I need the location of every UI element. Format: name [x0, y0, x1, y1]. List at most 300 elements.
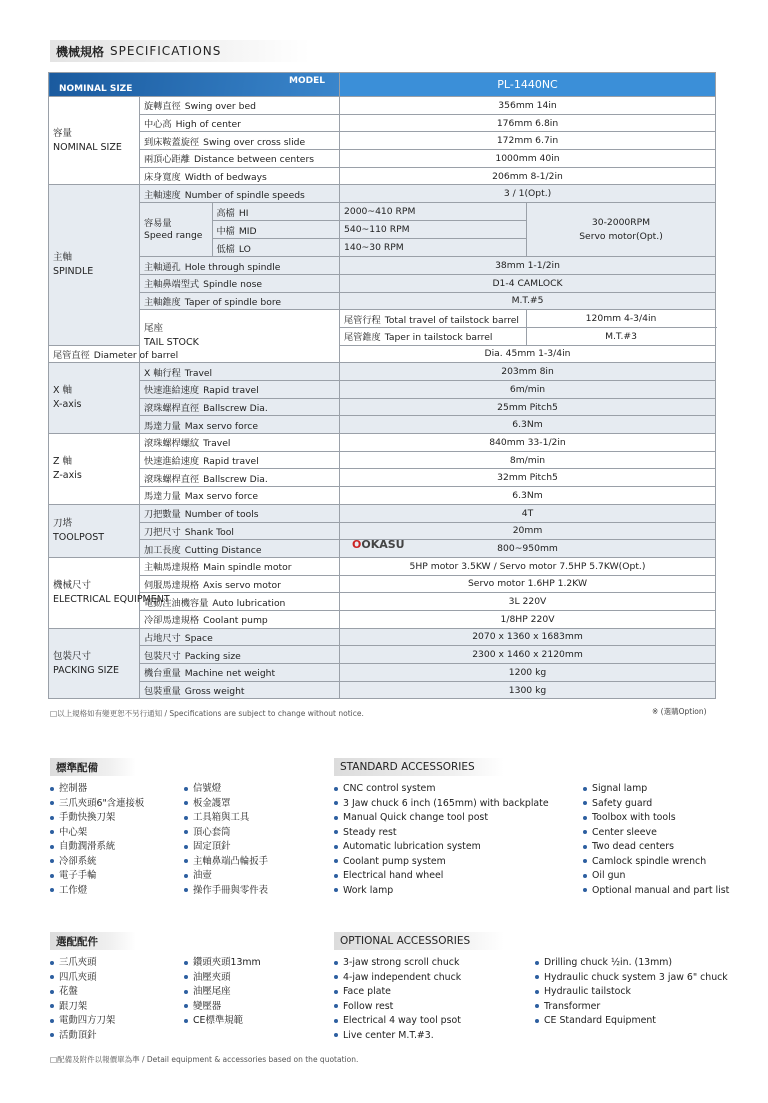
list-item	[50, 985, 115, 1000]
standard-title-en: STANDARD ACCESSORIES	[334, 758, 504, 776]
speed-range-zh: 容易量	[144, 217, 172, 229]
bullet-icon	[50, 1033, 54, 1037]
spec-value: 1300 kg	[340, 681, 716, 699]
spec-value: 4T	[340, 504, 716, 522]
item-zh: 到床鞍蓋旋徑	[144, 136, 200, 148]
spec-value: 206mm 8-1/2in	[340, 167, 716, 185]
list-item	[50, 826, 144, 841]
list-item-text: Electrical hand wheel	[343, 870, 444, 881]
list-item	[583, 840, 729, 855]
category-zh: 包裝尺寸	[53, 650, 92, 662]
spec-item	[140, 97, 340, 115]
list-item	[184, 869, 268, 884]
spec-item	[140, 522, 340, 540]
spec-value: 1000mm 40in	[340, 150, 716, 168]
spec-value: D1-4 CAMLOCK	[340, 274, 716, 292]
speed-range-en: Speed range	[144, 229, 203, 241]
bullet-icon	[583, 787, 587, 791]
list-item-text: Follow rest	[343, 1000, 394, 1012]
item-zh: 尾管行程	[344, 314, 381, 326]
speed-hi-zh: 高檔	[216, 207, 235, 219]
list-item	[50, 884, 144, 899]
bullet-icon	[535, 1004, 539, 1008]
spec-item	[140, 575, 340, 593]
spec-value: 203mm 8in	[340, 363, 716, 381]
list-item-text: 變壓器	[193, 1000, 222, 1012]
page-title-zh: 機械規格	[56, 44, 105, 59]
list-item-text: Steady rest	[343, 826, 397, 838]
bullet-icon	[334, 990, 338, 994]
item-zh: 馬達力量	[144, 420, 181, 432]
list-item	[50, 1014, 115, 1029]
servo-option-cell	[527, 203, 716, 257]
standard-title-zh: 標準配備	[50, 758, 136, 776]
item-en: Space	[184, 632, 213, 644]
spec-value: M.T.#3	[527, 327, 716, 345]
page-title-en: SPECIFICATIONS	[110, 44, 222, 58]
list-item	[50, 1000, 115, 1015]
category-zh: 刀塔	[53, 517, 73, 529]
spec-value: 356mm 14in	[340, 97, 716, 115]
list-item	[184, 985, 261, 1000]
spec-value: 6.3Nm	[340, 487, 716, 505]
item-zh: 冷卻馬達規格	[144, 615, 200, 627]
list-item	[334, 840, 549, 855]
category-xaxis	[49, 363, 140, 434]
list-item	[334, 855, 549, 870]
bullet-icon	[184, 845, 188, 849]
spec-value: 38mm 1-1/2in	[340, 257, 716, 275]
item-en: Travel	[203, 438, 231, 450]
bullet-icon	[334, 845, 338, 849]
standard-zh-col1	[50, 782, 144, 898]
list-item-text: 油壺	[193, 870, 212, 881]
spec-value: Servo motor 1.6HP 1.2KW	[340, 575, 716, 593]
bullet-icon	[583, 801, 587, 805]
spec-item	[140, 398, 340, 416]
bullet-icon	[50, 874, 54, 878]
list-item-text: 油壓夾頭	[193, 971, 231, 983]
category-electrical	[49, 557, 170, 628]
item-en: Rapid travel	[203, 385, 259, 397]
bullet-icon	[334, 888, 338, 892]
item-en: Distance between centers	[193, 154, 315, 166]
spec-value: 6m/min	[340, 381, 716, 399]
spec-value: 2300 x 1460 x 2120mm	[340, 646, 716, 664]
list-item	[583, 884, 729, 899]
item-en: Width of bedways	[184, 172, 267, 184]
list-item-text: 電子手輪	[59, 870, 97, 881]
list-item	[334, 1000, 461, 1015]
list-item-text: 鑽頭夾頭13mm	[193, 957, 261, 968]
speed-hi-value: 2000~410 RPM	[340, 203, 526, 221]
item-en: Shank Tool	[184, 526, 234, 538]
bullet-icon	[184, 1004, 188, 1008]
category-zh: X 軸	[53, 385, 73, 397]
item-en: Gross weight	[184, 686, 245, 698]
list-item	[535, 1014, 728, 1029]
bullet-icon	[334, 1019, 338, 1023]
list-item-text: 信號燈	[193, 783, 222, 794]
list-item	[50, 956, 115, 971]
bullet-icon	[50, 975, 54, 979]
bullet-icon	[334, 787, 338, 791]
page-title	[50, 40, 310, 62]
spec-item	[140, 167, 340, 185]
list-item-text: CE標準規範	[193, 1015, 243, 1026]
speed-range-cell	[140, 203, 340, 257]
optional-title-en: OPTIONAL ACCESSORIES	[334, 932, 504, 950]
list-item-text: 自動潤滑系統	[59, 841, 116, 852]
list-item	[334, 826, 549, 841]
list-item-text: Electrical 4 way tool psot	[343, 1015, 461, 1026]
item-zh: 刀把數量	[144, 509, 181, 521]
item-zh: 床身寬度	[144, 172, 181, 184]
spec-value: 8m/min	[340, 451, 716, 469]
watermark-prefix: O	[352, 538, 362, 551]
category-en: PACKING SIZE	[53, 664, 119, 676]
list-item-text: 電動四方刀架	[59, 1015, 116, 1026]
list-item	[334, 1014, 461, 1029]
bullet-icon	[50, 1004, 54, 1008]
item-en: Axis servo motor	[203, 579, 281, 591]
list-item	[50, 782, 144, 797]
spec-change-note: □以上規格如有變更恕不另行通知 / Specifications are subject to change without notice.	[50, 709, 364, 718]
spec-value: 25mm Pitch5	[340, 398, 716, 416]
spec-value: 6.3Nm	[340, 416, 716, 434]
speed-lo-en: LO	[238, 243, 251, 255]
standard-zh-col2	[184, 782, 268, 898]
servo-opt: Servo motor(Opt.)	[579, 230, 663, 242]
spec-item	[140, 451, 340, 469]
spec-item	[140, 628, 340, 646]
list-item	[50, 869, 144, 884]
spec-value: 5HP motor 3.5KW / Servo motor 7.5HP 5.7KW(Opt.)	[340, 557, 716, 575]
category-toolpost	[49, 504, 140, 557]
list-item	[184, 826, 268, 841]
item-en: Swing over bed	[184, 101, 256, 113]
category-packing	[49, 628, 140, 699]
list-item-text: Drilling chuck ½in. (13mm)	[544, 957, 673, 968]
item-zh: 快速進給速度	[144, 385, 200, 397]
spec-item	[140, 557, 340, 575]
list-item-text: 主軸鼻端凸輪扳手	[193, 855, 269, 867]
bullet-icon	[334, 961, 338, 965]
list-item-text: 跟刀架	[59, 1000, 88, 1012]
list-item	[334, 884, 549, 899]
list-item-text: CE Standard Equipment	[544, 1015, 656, 1026]
bullet-icon	[334, 816, 338, 820]
list-item	[184, 956, 261, 971]
list-item-text: Transformer	[544, 1000, 601, 1012]
item-zh: 占地尺寸	[144, 632, 181, 644]
speed-lo-value: 140~30 RPM	[344, 242, 404, 254]
model-value: PL-1440NC	[340, 73, 716, 97]
item-en: Max servo force	[184, 420, 258, 432]
option-note: ※ (選購Option)	[652, 707, 707, 716]
list-item-text: 中心架	[59, 826, 88, 838]
speed-values-cell	[340, 203, 527, 257]
item-zh: 伺服馬達規格	[144, 579, 200, 591]
item-en: Auto lubrication	[212, 597, 286, 609]
list-item-text: 工作燈	[59, 884, 88, 896]
item-zh: 加工長度	[144, 544, 181, 556]
bullet-icon	[583, 874, 587, 878]
item-en: Packing size	[184, 650, 241, 662]
bullet-icon	[334, 859, 338, 863]
list-item	[184, 971, 261, 986]
bullet-icon	[535, 975, 539, 979]
spec-item	[140, 185, 340, 203]
optional-zh-col2	[184, 956, 261, 1029]
item-en: Taper of spindle bore	[184, 296, 282, 308]
bullet-icon	[50, 1019, 54, 1023]
list-item	[583, 782, 729, 797]
list-item	[50, 840, 144, 855]
bullet-icon	[583, 830, 587, 834]
servo-rpm: 30-2000RPM	[591, 216, 651, 228]
item-zh: 電動注油機容量	[144, 597, 209, 609]
spec-item	[140, 381, 340, 399]
item-en: Number of tools	[184, 509, 259, 521]
item-en: Ballscrew Dia.	[203, 473, 268, 485]
item-zh: 滾珠螺桿直徑	[144, 473, 200, 485]
bullet-icon	[184, 874, 188, 878]
list-item-text: 4-jaw independent chuck	[343, 971, 462, 983]
list-item-text: Automatic lubrication system	[343, 841, 481, 852]
list-item	[50, 811, 144, 826]
bullet-icon	[184, 961, 188, 965]
spec-item	[140, 469, 340, 487]
item-en: Machine net weight	[184, 668, 276, 680]
list-item	[184, 1014, 261, 1029]
speed-mid-en: MID	[238, 225, 257, 237]
bullet-icon	[184, 975, 188, 979]
list-item-text: Oil gun	[592, 870, 626, 881]
list-item	[334, 1029, 461, 1044]
list-item-text: Signal lamp	[592, 783, 648, 794]
category-en: X-axis	[53, 399, 82, 411]
list-item-text: 手動快換刀架	[59, 812, 116, 823]
speed-mid	[212, 221, 339, 239]
spec-value: M.T.#5	[340, 292, 716, 310]
list-item	[535, 971, 728, 986]
category-zh: 主軸	[53, 252, 73, 264]
list-item	[334, 797, 549, 812]
list-item	[535, 1000, 728, 1015]
list-item	[50, 971, 115, 986]
list-item-text: 三爪夾頭	[59, 957, 97, 968]
category-en: ELECTRICAL EQUIPMENT	[53, 593, 170, 605]
list-item	[50, 1029, 115, 1044]
quotation-note: □配備及附件以報價單為準 / Detail equipment & accessories based on the quotation.	[50, 1055, 359, 1064]
bullet-icon	[535, 961, 539, 965]
bullet-icon	[184, 816, 188, 820]
speed-lo-zh: 低檔	[216, 243, 235, 255]
list-item-text: Hydraulic tailstock	[544, 986, 631, 997]
spec-item	[140, 681, 340, 699]
list-item	[50, 855, 144, 870]
spec-item	[140, 593, 340, 611]
list-item-text: Safety guard	[592, 797, 653, 809]
standard-en-col1	[334, 782, 549, 898]
list-item	[184, 840, 268, 855]
list-item-text: Camlock spindle wrench	[592, 855, 707, 867]
bullet-icon	[184, 801, 188, 805]
bullet-icon	[50, 845, 54, 849]
list-item-text: Face plate	[343, 986, 391, 997]
optional-title-zh: 選配配件	[50, 932, 136, 950]
spec-item	[140, 487, 340, 505]
list-item-text: 頂心套筒	[193, 826, 231, 838]
list-item	[334, 811, 549, 826]
item-en: Diameter of barrel	[93, 349, 179, 361]
bullet-icon	[334, 830, 338, 834]
spec-item	[140, 434, 340, 452]
spec-value: 120mm 4-3/4in	[527, 310, 716, 328]
item-en: Ballscrew Dia.	[203, 403, 268, 415]
nominal-size-label: NOMINAL SIZE	[59, 84, 133, 94]
spec-item	[140, 504, 340, 522]
spec-value: 32mm Pitch5	[340, 469, 716, 487]
spec-item	[49, 345, 179, 363]
list-item	[184, 782, 268, 797]
spec-item	[140, 646, 340, 664]
category-zh: Z 軸	[53, 455, 73, 467]
speed-mid-zh: 中檔	[216, 225, 235, 237]
bullet-icon	[50, 801, 54, 805]
category-en: Z-axis	[53, 469, 82, 481]
bullet-icon	[50, 961, 54, 965]
item-zh: 主軸速度	[144, 189, 181, 201]
speed-hi-en: HI	[238, 207, 249, 219]
item-zh: 快速進給速度	[144, 456, 200, 468]
optional-zh-col1	[50, 956, 115, 1043]
item-en: Spindle nose	[203, 279, 263, 291]
standard-en-col2	[583, 782, 729, 898]
spec-item	[140, 274, 340, 292]
item-zh: 馬達力量	[144, 491, 181, 503]
spec-value: 2070 x 1360 x 1683mm	[340, 628, 716, 646]
bullet-icon	[50, 859, 54, 863]
spec-item	[140, 292, 340, 310]
bullet-icon	[334, 975, 338, 979]
spec-value: 3 / 1(Opt.)	[340, 185, 716, 203]
item-zh: 滾珠螺桿直徑	[144, 403, 200, 415]
item-zh: 包裝重量	[144, 686, 181, 698]
optional-en-col1	[334, 956, 461, 1043]
spec-item	[140, 610, 340, 628]
bullet-icon	[184, 830, 188, 834]
list-item	[535, 985, 728, 1000]
bullet-icon	[583, 845, 587, 849]
spec-item	[140, 150, 340, 168]
list-item-text: 冷卻系統	[59, 855, 97, 867]
list-item	[184, 855, 268, 870]
spec-table	[48, 72, 716, 699]
item-zh: 兩頂心距離	[144, 154, 190, 166]
spec-item	[340, 310, 527, 328]
list-item-text: 控制器	[59, 783, 88, 794]
list-item	[334, 985, 461, 1000]
list-item-text: CNC control system	[343, 783, 436, 794]
list-item-text: Toolbox with tools	[592, 812, 676, 823]
list-item-text: Two dead centers	[592, 841, 674, 852]
list-item-text: 花盤	[59, 986, 78, 997]
list-item-text: 操作手冊與零件表	[193, 884, 269, 896]
list-item	[334, 869, 549, 884]
bullet-icon	[334, 801, 338, 805]
category-capacity	[49, 97, 140, 185]
item-en: Max servo force	[184, 491, 258, 503]
item-zh: 中心高	[144, 119, 172, 131]
bullet-icon	[535, 990, 539, 994]
spec-item	[340, 327, 527, 345]
list-item-text: Work lamp	[343, 884, 394, 896]
item-zh: 機台重量	[144, 668, 181, 680]
bullet-icon	[50, 888, 54, 892]
item-en: High of center	[175, 119, 241, 131]
item-zh: X 軸行程	[144, 367, 181, 379]
item-en: Main spindle motor	[203, 562, 292, 574]
header-model-nominal	[49, 73, 340, 97]
list-item-text: 固定頂針	[193, 841, 231, 852]
category-en: NOMINAL SIZE	[53, 141, 122, 153]
item-zh: 滾珠螺桿螺紋	[144, 438, 200, 450]
list-item	[334, 971, 461, 986]
list-item-text: 3 Jaw chuck 6 inch (165mm) with backplate	[343, 797, 549, 809]
list-item-text: 板金護罩	[193, 797, 231, 809]
item-en: Swing over cross slide	[203, 136, 306, 148]
list-item-text: 四爪夾頭	[59, 971, 97, 983]
spec-value: Dia. 45mm 1-3/4in	[340, 345, 716, 363]
speed-lo	[212, 239, 339, 257]
item-zh: 包裝尺寸	[144, 650, 181, 662]
category-zh: 機械尺寸	[53, 579, 92, 591]
spec-item	[140, 416, 340, 434]
list-item	[334, 956, 461, 971]
list-item	[184, 797, 268, 812]
list-item	[583, 797, 729, 812]
bullet-icon	[184, 859, 188, 863]
spec-value: 800~950mm	[340, 540, 716, 558]
bullet-icon	[50, 816, 54, 820]
list-item	[583, 811, 729, 826]
spec-item	[140, 664, 340, 682]
list-item	[184, 884, 268, 899]
item-zh: 刀把尺寸	[144, 526, 181, 538]
bullet-icon	[334, 874, 338, 878]
bullet-icon	[583, 859, 587, 863]
list-item-text: Hydraulic chuck system 3 jaw 6" chuck	[544, 971, 728, 983]
spec-item	[140, 132, 340, 150]
watermark-brand: OKASU	[361, 538, 405, 551]
category-zaxis	[49, 434, 140, 505]
item-en: Total travel of tailstock barrel	[384, 314, 519, 326]
spec-item	[140, 257, 340, 275]
item-en: Number of spindle speeds	[184, 189, 305, 201]
bullet-icon	[184, 1019, 188, 1023]
bullet-icon	[184, 888, 188, 892]
list-item	[334, 782, 549, 797]
list-item	[50, 797, 144, 812]
list-item-text: Manual Quick change tool post	[343, 812, 488, 823]
optional-en-col2	[535, 956, 728, 1029]
list-item-text: 活動頂針	[59, 1029, 97, 1041]
item-zh: 尾管錐度	[344, 332, 381, 344]
category-en: SPINDLE	[53, 266, 94, 278]
category-en: TOOLPOST	[53, 531, 105, 543]
